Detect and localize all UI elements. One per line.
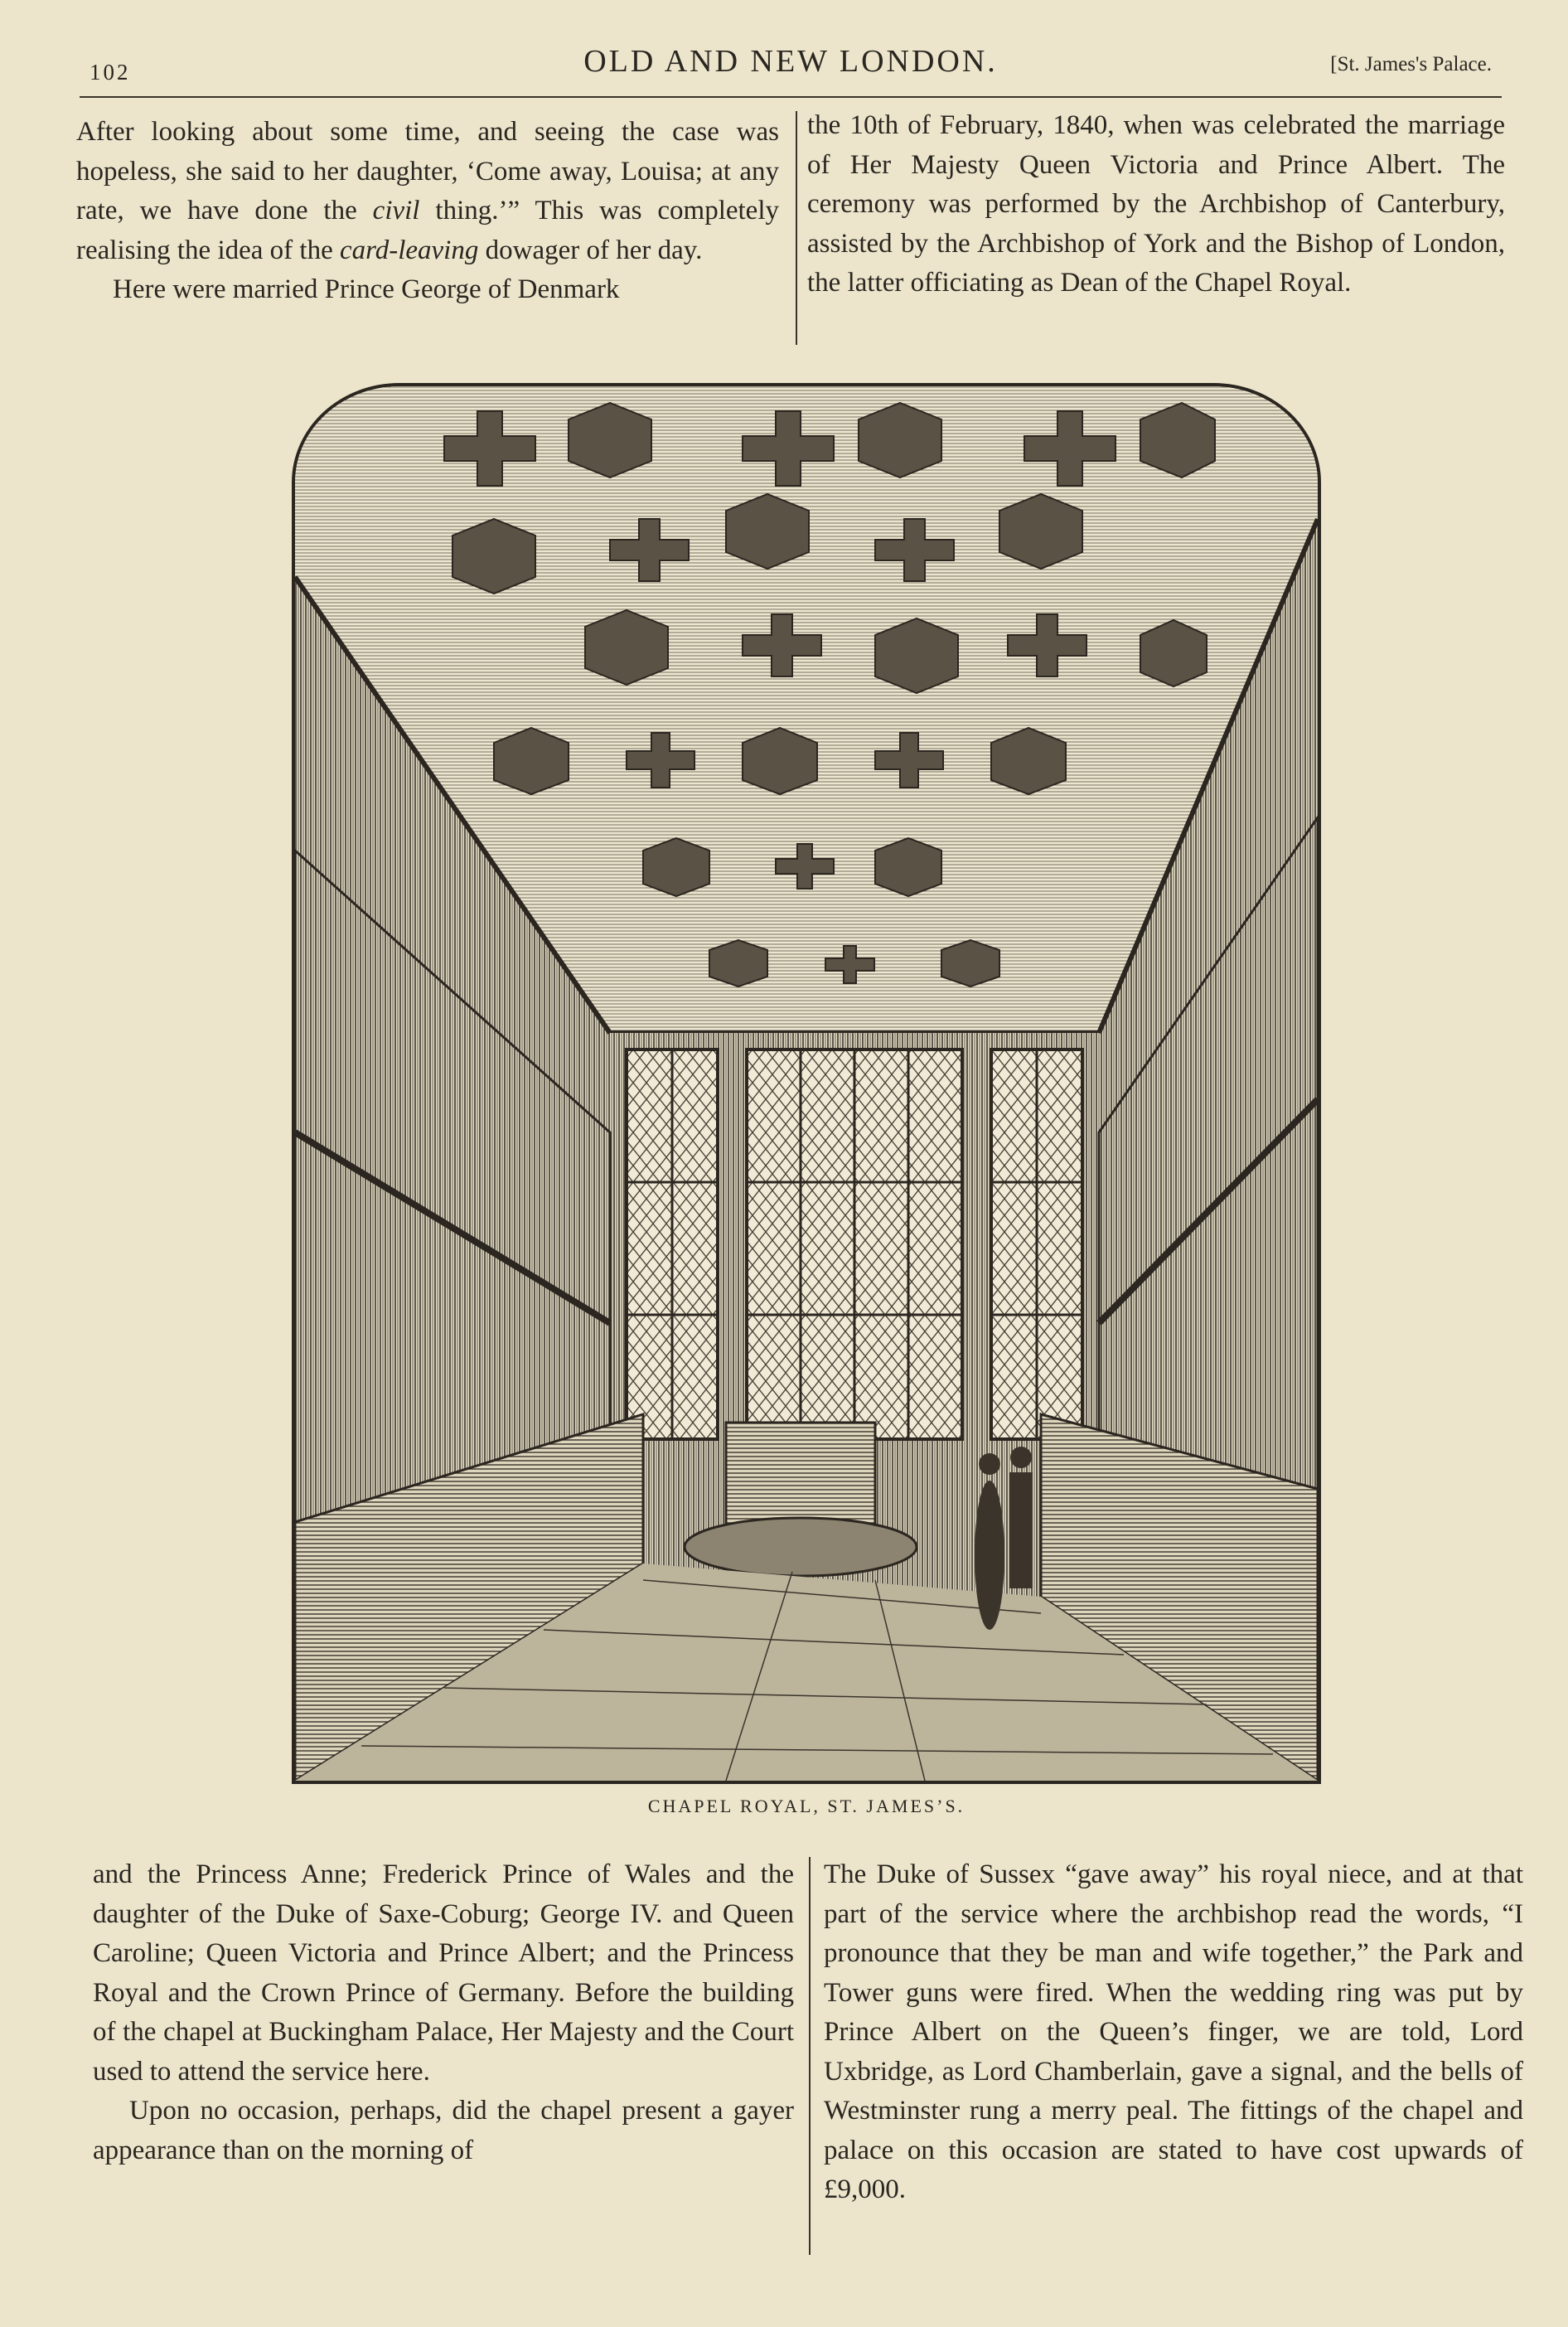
- paragraph: and the Princess Anne; Frederick Prince of Wales and the daughter of the Duke of Saxe-Coburg; George IV. and Queen Caroline; Queen Victoria and Prince Albert; and the Princess Royal and the Crown Prince of Germany. Before the building of the chapel at Buckingham Palace, Her Majesty and the Court used to attend the service here.: [93, 1859, 794, 2087]
- paragraph: The Duke of Sussex “gave away” his royal niece, and at that part of the service where the archbishop read the words, “I pronounce that they be man and wife together,” the Park and Tower guns were fired. When the wedding ring was put by Prince Albert on the Queen’s finger, we are told, Lord Uxbridge, as Lord Chamberlain, gave a signal, and the bells of Westminster rung a merry peal. The fittings of the chapel and palace on this occasion are stated to have cost upwards of £9,000.: [824, 1859, 1523, 2204]
- paragraph: the 10th of February, 1840, when was celebrated the marriage of Her Majesty Queen Victoria and Prince Albert. The ceremony was performed by the Archbishop of Canterbury, assisted by the Archbishop of York and the Bishop of London, the latter officiating as Dean of the Chapel Royal.: [807, 110, 1505, 298]
- column-divider: [796, 111, 797, 345]
- italic-run: civil: [372, 196, 420, 225]
- header-rule: [80, 96, 1502, 98]
- italic-run: card-leaving: [339, 235, 479, 265]
- chapel-engraving: [292, 383, 1321, 1784]
- figure-caption: CHAPEL ROYAL, ST. JAMES’S.: [647, 1796, 965, 1816]
- text-run: After looking about some time, and seeing the case was hopeless, she said to her daughter, ‘Come away, Louisa; at any rate, we have done the: [76, 117, 779, 225]
- paragraph: [76, 113, 779, 270]
- paragraph: Here were married Prince George of Denmark: [113, 274, 620, 304]
- page-number: 102: [90, 60, 131, 85]
- text-run: thing.’” This was completely realising the idea of the: [76, 196, 780, 265]
- top-right-column: [807, 106, 1505, 303]
- page-header: [90, 43, 1492, 86]
- top-left-column: [76, 113, 779, 310]
- paragraph: Upon no occasion, perhaps, did the chapel present a gayer appearance than on the morning of: [93, 2096, 794, 2165]
- bottom-right-column: [824, 1855, 1523, 2210]
- section-label: [St. James's Palace.: [1330, 53, 1492, 75]
- column-divider: [809, 1857, 811, 2255]
- text-run: dowager of her day.: [478, 235, 703, 265]
- bottom-left-column: [93, 1855, 794, 2170]
- chapel-illustration: [295, 386, 1318, 1781]
- running-title: OLD AND NEW LONDON.: [583, 44, 998, 79]
